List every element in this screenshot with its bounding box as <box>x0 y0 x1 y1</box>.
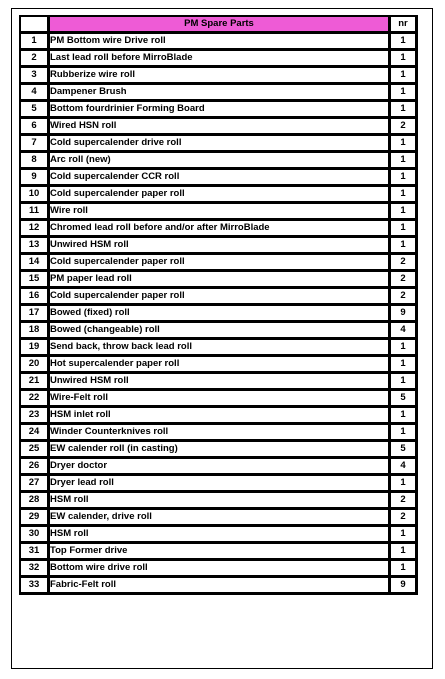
quantity-cell: 1 <box>391 170 418 187</box>
quantity-cell: 1 <box>391 34 418 51</box>
part-name-cell: Unwired HSM roll <box>50 374 391 391</box>
part-name-cell: HSM roll <box>50 527 391 544</box>
table-row <box>21 170 418 187</box>
row-number-cell: 22 <box>21 391 50 408</box>
table-row <box>21 306 418 323</box>
table-row <box>21 85 418 102</box>
quantity-cell: 9 <box>391 578 418 595</box>
quantity-cell: 1 <box>391 527 418 544</box>
table-row <box>21 272 418 289</box>
table-row <box>21 442 418 459</box>
quantity-cell: 1 <box>391 85 418 102</box>
table-row <box>21 391 418 408</box>
row-number-cell: 10 <box>21 187 50 204</box>
table-row <box>21 221 418 238</box>
table-row <box>21 238 418 255</box>
row-number-cell: 21 <box>21 374 50 391</box>
quantity-cell: 1 <box>391 374 418 391</box>
table-row <box>21 323 418 340</box>
part-name-cell: Cold supercalender drive roll <box>50 136 391 153</box>
quantity-cell: 4 <box>391 459 418 476</box>
row-number-cell: 32 <box>21 561 50 578</box>
row-number-cell: 13 <box>21 238 50 255</box>
row-number-cell: 24 <box>21 425 50 442</box>
row-number-cell: 15 <box>21 272 50 289</box>
table-row <box>21 510 418 527</box>
quantity-cell: 1 <box>391 544 418 561</box>
row-number-cell: 7 <box>21 136 50 153</box>
table-row <box>21 204 418 221</box>
part-name-cell: Cold supercalender paper roll <box>50 289 391 306</box>
table-row <box>21 187 418 204</box>
table-row <box>21 68 418 85</box>
part-name-cell: Winder Counterknives roll <box>50 425 391 442</box>
part-name-cell: PM Bottom wire Drive roll <box>50 34 391 51</box>
part-name-cell: HSM roll <box>50 493 391 510</box>
spare-parts-table <box>19 15 418 595</box>
quantity-cell: 9 <box>391 306 418 323</box>
part-name-cell: Top Former drive <box>50 544 391 561</box>
quantity-cell: 1 <box>391 561 418 578</box>
table-header-row <box>21 17 418 34</box>
table-row <box>21 578 418 595</box>
part-name-cell: Dampener Brush <box>50 85 391 102</box>
part-name-cell: Send back, throw back lead roll <box>50 340 391 357</box>
header-title-cell: PM Spare Parts <box>50 17 391 34</box>
row-number-cell: 20 <box>21 357 50 374</box>
table-row <box>21 136 418 153</box>
table-row <box>21 357 418 374</box>
part-name-cell: Bowed (fixed) roll <box>50 306 391 323</box>
quantity-cell: 1 <box>391 408 418 425</box>
row-number-cell: 31 <box>21 544 50 561</box>
row-number-cell: 4 <box>21 85 50 102</box>
row-number-cell: 30 <box>21 527 50 544</box>
row-number-cell: 23 <box>21 408 50 425</box>
table-row <box>21 527 418 544</box>
quantity-cell: 1 <box>391 153 418 170</box>
quantity-cell: 2 <box>391 493 418 510</box>
table-row <box>21 561 418 578</box>
part-name-cell: Arc roll (new) <box>50 153 391 170</box>
row-number-cell: 12 <box>21 221 50 238</box>
quantity-cell: 1 <box>391 102 418 119</box>
header-nr-cell: nr <box>391 17 418 34</box>
part-name-cell: PM paper lead roll <box>50 272 391 289</box>
quantity-cell: 5 <box>391 442 418 459</box>
part-name-cell: Wire roll <box>50 204 391 221</box>
table-body <box>21 34 418 595</box>
quantity-cell: 1 <box>391 187 418 204</box>
quantity-cell: 1 <box>391 357 418 374</box>
part-name-cell: EW calender roll (in casting) <box>50 442 391 459</box>
table-row <box>21 544 418 561</box>
part-name-cell: Wired HSN roll <box>50 119 391 136</box>
row-number-cell: 11 <box>21 204 50 221</box>
table-row <box>21 153 418 170</box>
table-row <box>21 493 418 510</box>
row-number-cell: 16 <box>21 289 50 306</box>
row-number-cell: 19 <box>21 340 50 357</box>
quantity-cell: 1 <box>391 221 418 238</box>
quantity-cell: 1 <box>391 204 418 221</box>
table-row <box>21 374 418 391</box>
quantity-cell: 1 <box>391 51 418 68</box>
row-number-cell: 17 <box>21 306 50 323</box>
quantity-cell: 1 <box>391 425 418 442</box>
table-row <box>21 102 418 119</box>
part-name-cell: Hot supercalender paper roll <box>50 357 391 374</box>
quantity-cell: 1 <box>391 476 418 493</box>
part-name-cell: Rubberize wire roll <box>50 68 391 85</box>
part-name-cell: Cold supercalender paper roll <box>50 255 391 272</box>
part-name-cell: Cold supercalender paper roll <box>50 187 391 204</box>
row-number-cell: 33 <box>21 578 50 595</box>
row-number-cell: 1 <box>21 34 50 51</box>
part-name-cell: Bottom fourdrinier Forming Board <box>50 102 391 119</box>
table-row <box>21 255 418 272</box>
quantity-cell: 1 <box>391 68 418 85</box>
row-number-cell: 8 <box>21 153 50 170</box>
part-name-cell: Wire-Felt roll <box>50 391 391 408</box>
table-row <box>21 408 418 425</box>
row-number-cell: 25 <box>21 442 50 459</box>
part-name-cell: HSM inlet roll <box>50 408 391 425</box>
row-number-cell: 27 <box>21 476 50 493</box>
part-name-cell: Dryer lead roll <box>50 476 391 493</box>
row-number-cell: 18 <box>21 323 50 340</box>
quantity-cell: 2 <box>391 119 418 136</box>
part-name-cell: Last lead roll before MirroBlade <box>50 51 391 68</box>
quantity-cell: 5 <box>391 391 418 408</box>
table-row <box>21 476 418 493</box>
part-name-cell: Bottom wire drive roll <box>50 561 391 578</box>
table-row <box>21 119 418 136</box>
quantity-cell: 2 <box>391 289 418 306</box>
table-row <box>21 459 418 476</box>
row-number-cell: 6 <box>21 119 50 136</box>
part-name-cell: Unwired HSM roll <box>50 238 391 255</box>
header-number-cell <box>21 17 50 34</box>
row-number-cell: 5 <box>21 102 50 119</box>
row-number-cell: 14 <box>21 255 50 272</box>
table-row <box>21 289 418 306</box>
quantity-cell: 1 <box>391 136 418 153</box>
table-row <box>21 34 418 51</box>
part-name-cell: Bowed (changeable) roll <box>50 323 391 340</box>
table-row <box>21 51 418 68</box>
row-number-cell: 28 <box>21 493 50 510</box>
row-number-cell: 2 <box>21 51 50 68</box>
part-name-cell: Chromed lead roll before and/or after MirroBlade <box>50 221 391 238</box>
part-name-cell: Fabric-Felt roll <box>50 578 391 595</box>
row-number-cell: 26 <box>21 459 50 476</box>
quantity-cell: 2 <box>391 272 418 289</box>
part-name-cell: Dryer doctor <box>50 459 391 476</box>
quantity-cell: 1 <box>391 238 418 255</box>
table-row <box>21 425 418 442</box>
part-name-cell: EW calender, drive roll <box>50 510 391 527</box>
row-number-cell: 9 <box>21 170 50 187</box>
row-number-cell: 29 <box>21 510 50 527</box>
row-number-cell: 3 <box>21 68 50 85</box>
table-row <box>21 340 418 357</box>
quantity-cell: 2 <box>391 255 418 272</box>
quantity-cell: 4 <box>391 323 418 340</box>
quantity-cell: 2 <box>391 510 418 527</box>
quantity-cell: 1 <box>391 340 418 357</box>
part-name-cell: Cold supercalender CCR roll <box>50 170 391 187</box>
